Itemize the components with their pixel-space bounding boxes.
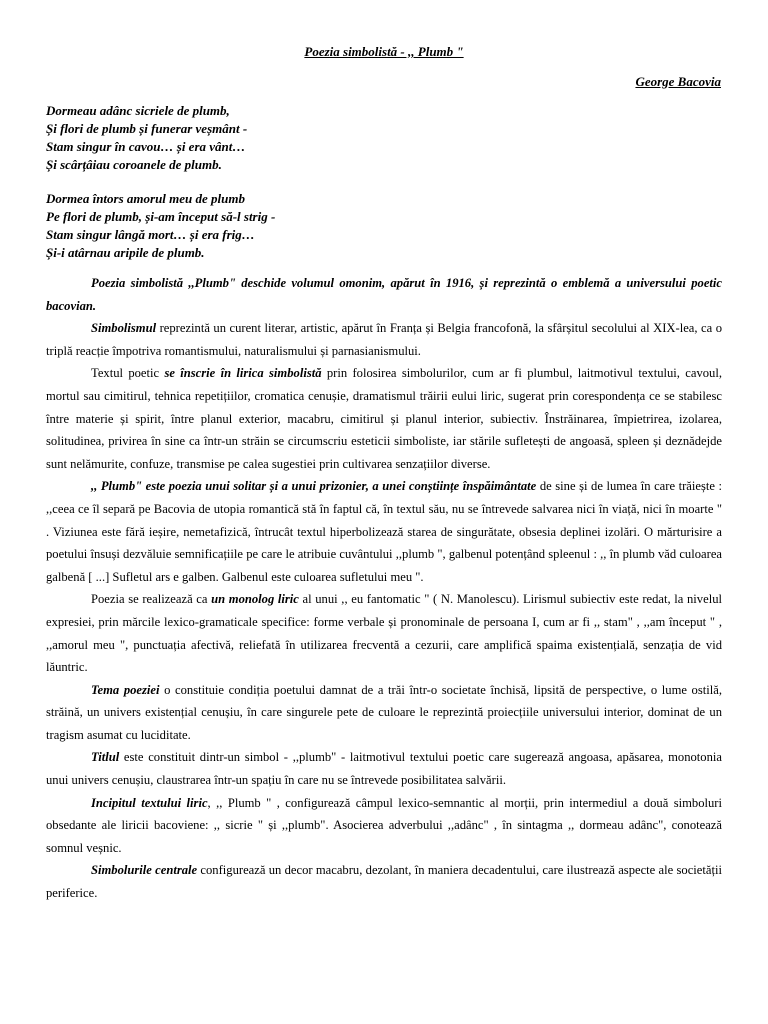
poem-line: Dormea întors amorul meu de plumb — [46, 191, 245, 206]
paragraph-emphasis: Incipitul textului liric — [91, 795, 208, 810]
poem-stanza — [46, 190, 275, 262]
poem-line: Dormeau adânc sicriele de plumb, — [46, 103, 230, 118]
paragraph-emphasis: Simbolismul — [91, 321, 157, 336]
paragraph-text: , ,, Plumb " , configurează câmpul lexico-semnantic al morții, prin intermediul a două simboluri obsedante ale liricii bacoviene: ,, sicrie " și ,,plumb". Asocierea adverbului ,,adânc" , în sintagma ,, dormeau adânc", conotează somnul veșnic. — [46, 795, 722, 855]
paragraph-text: reprezintă un curent literar, artistic, apărut în Franța și Belgia francofonă, la sfârșitul secolului al XIX-lea, ca o triplă reacție împotriva romantismului, naturalismului și parnasianismului. — [46, 321, 722, 358]
paragraph-text: configurează un decor macabru, dezolant, în maniera decadentului, care ilustrează aspecte ale societății periferice. — [46, 863, 722, 901]
paragraph — [46, 746, 722, 791]
paragraph-emphasis: Simbolurile centrale — [91, 863, 198, 878]
paragraph-emphasis: un monolog liric — [211, 592, 299, 607]
poem-line: Și-i atârnau aripile de plumb. — [46, 245, 205, 260]
paragraph-emphasis: Titlul — [91, 750, 120, 765]
document-title: Poezia simbolistă - ,, Plumb " — [304, 44, 464, 59]
paragraph — [46, 362, 722, 475]
author-name: George Bacovia — [635, 74, 721, 89]
poem-line: Stam singur lângă mort… și era frig… — [46, 227, 255, 242]
paragraph-emphasis: Tema poeziei — [91, 682, 160, 697]
poem-line: Și flori de plumb și funerar veșmânt - — [46, 121, 248, 136]
poem-line: Și scârțâiau coroanele de plumb. — [46, 157, 222, 172]
paragraph-text: este constituit dintr-un simbol - ,,plumb" - laitmotivul textului poetic care sugerează angoasa, apăsarea, monotonia unui univers cenușiu, claustrarea într-un spațiu în care nu se întrevede posibilitatea salvării. — [46, 750, 722, 788]
poem-line: Pe flori de plumb, și-am început să-l strig - — [46, 209, 276, 224]
paragraph-lead: Poezia se realizează ca — [91, 592, 212, 607]
paragraph-text: de sine și de lumea în care trăiește : ,,ceea ce îl separă pe Bacovia de utopia romantică stă în faptul că, în textul său, nu se întrevede salvarea nici în viață, nici în moarte " . Viziunea este fără ieșire, nemetafizică, întrucât textul hiperbolizează starea de singurătate, obsesia deplinei izolări. O mărturisire a poetului însuși dezvăluie semnificațiile pe care le atribuie cuvântului ,,plumb ", galbenul potențând spleenul : ,, în plumb văd culoarea galbenă [ ...] Sufletul ars e galben. Galbenul este culoarea sufletului meu ". — [46, 479, 722, 584]
paragraph — [46, 588, 722, 678]
paragraph — [46, 679, 722, 747]
paragraph — [46, 317, 722, 362]
paragraph-text: prin folosirea simbolurilor, cum ar fi plumbul, laitmotivul textului, cavoul, mortul sau cimitirul, tehnica repetițiilor, cromatica cenușie, dramatismul trăirii eului liric, sugerat prin corespondența ce se stabilesc între materie și spirit, între planul exterior, macabru, cimitirul și planul interior, subiectiv. Înstrăinarea, împietrirea, izolarea, solitudinea, privirea în sine ca într-un străin se circumscriu esteticii simboliste, iar stările sufletești de angoasă, spleen și deznădejde sunt nelămurite, confuze, transmise pe calea sugestiei prin cultivarea senzațiilor diverse. — [46, 366, 722, 471]
paragraph — [46, 859, 722, 904]
poem-stanza — [46, 102, 247, 174]
paragraph-text: al unui ,, eu fantomatic " ( N. Manolescu). Lirismul subiectiv este redat, la nivelul expresiei, prin mărcile lexico-gramaticale specifice: forme verbale și pronominale de persoana I, cum ar fi ,, stam" , ,,am început " , ,,amorul meu ", punctuația afectivă, reliefată în utilizarea frecventă a cezurii, care amplifică spaima existențială, senzația de vid lăuntric. — [46, 592, 722, 675]
paragraph-emphasis: Poezia simbolistă ,,Plumb" deschide volumul omonim, apărut în 1916, și reprezintă o emblemă a universului poetic bacovian. — [46, 276, 722, 313]
paragraph — [46, 272, 722, 317]
paragraph-emphasis: se înscrie în lirica simbolistă — [164, 366, 322, 381]
paragraph-emphasis: ,, Plumb" este poezia unui solitar și a unui prizonier, a unei conștiințe înspăimântate — [91, 479, 537, 494]
essay-body — [46, 272, 722, 905]
paragraph — [46, 792, 722, 860]
poem-line: Stam singur în cavou… și era vânt… — [46, 139, 246, 154]
paragraph-text: o constituie condiția poetului damnat de a trăi într-o societate închisă, lipsită de perspective, o lume ostilă, străină, un univers existențial cenușiu, în care singurele pete de culoare le reprezintă proiecțiile universului interior, dominat de un tragism asumat cu luciditate. — [46, 682, 722, 742]
paragraph-lead: Textul poetic — [91, 366, 165, 381]
paragraph — [46, 475, 722, 588]
